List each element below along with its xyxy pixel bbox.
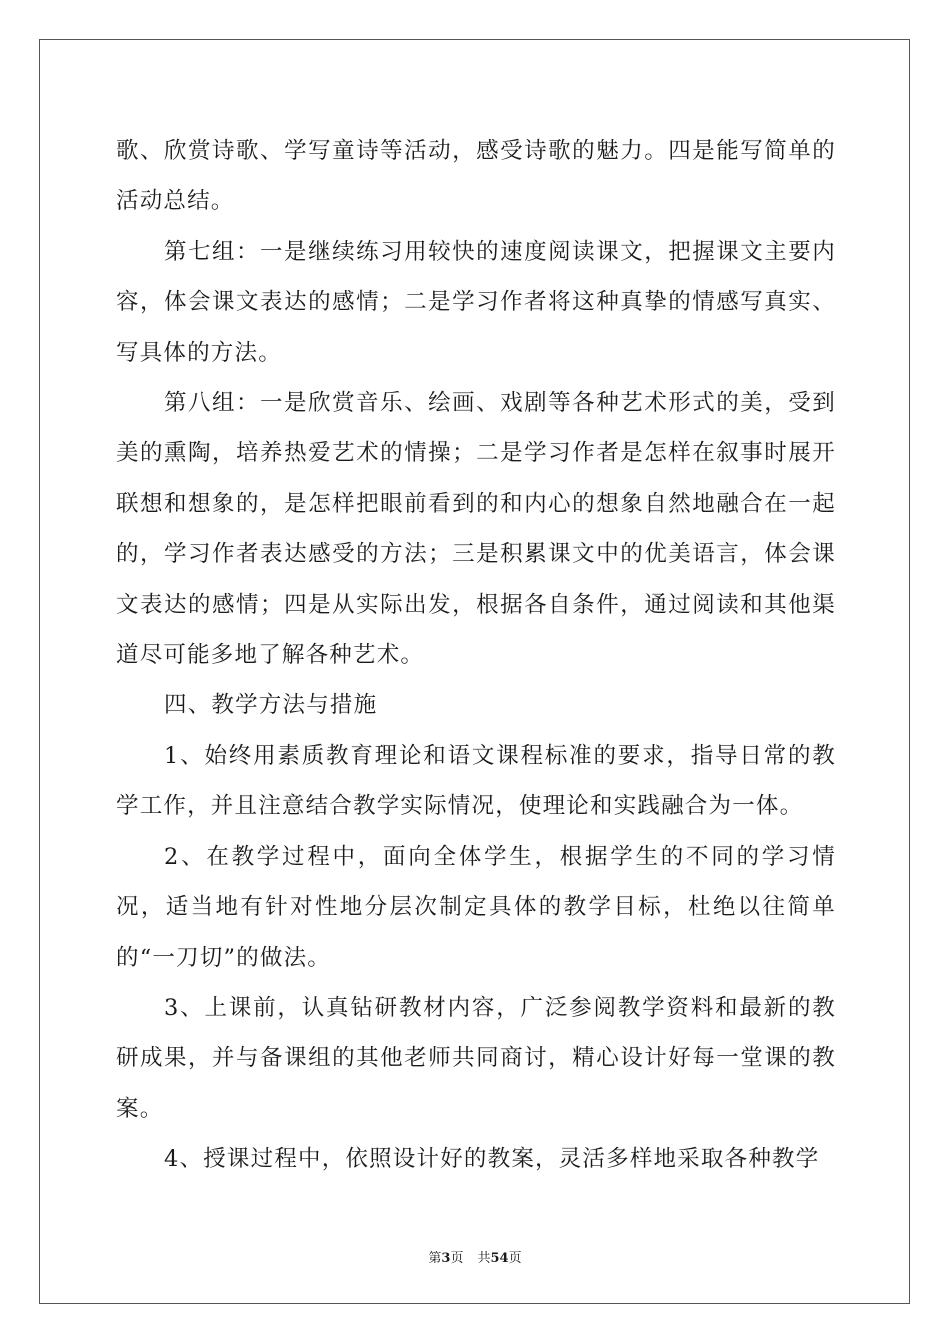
paragraph: 歌、欣赏诗歌、学写童诗等活动，感受诗歌的魅力。四是能写简单的活动总结。	[116, 138, 836, 215]
paragraph: 4、授课过程中，依照设计好的教案，灵活多样地采取各种教学	[164, 1146, 820, 1173]
paragraph: 3、上课前，认真钻研教材内容，广泛参阅教学资料和最新的教研成果，并与备课组的其他老师共同商讨，精心设计好每一堂课的教案。	[116, 994, 836, 1122]
total-pages: 54	[490, 1251, 509, 1266]
section-heading: 四、教学方法与措施	[164, 692, 378, 719]
paragraph: 2、在教学过程中，面向全体学生，根据学生的不同的学习情况，适当地有针对性地分层次制定具体的教学目标，杜绝以往简单的“一刀切”的做法。	[116, 843, 836, 971]
total-suffix: 页	[508, 1251, 522, 1266]
page-prefix: 第	[428, 1251, 442, 1266]
paragraph: 第八组：一是欣赏音乐、绘画、戏剧等各种艺术形式的美，受到美的熏陶，培养热爱艺术的情操；二是学习作者是怎样在叙事时展开联想和想象的，是怎样把眼前看到的和内心的想象自然地融合在一起的，学习作者表达感受的方法；三是积累课文中的优美语言，体会课文表达的感情；四是从实际出发，根据各自条件，通过阅读和其他渠道尽可能多地了解各种艺术。	[116, 390, 836, 669]
paragraph: 1、始终用素质教育理论和语文课程标准的要求，指导日常的教学工作，并且注意结合教学实际情况，使理论和实践融合为一体。	[116, 742, 836, 820]
paragraph: 第七组：一是继续练习用较快的速度阅读课文，把握课文主要内容，体会课文表达的感情；二是学习作者将这种真挚的情感写真实、写具体的方法。	[116, 238, 836, 366]
total-prefix: 共	[477, 1251, 491, 1266]
document-body	[116, 126, 836, 1185]
page-footer	[0, 1247, 950, 1266]
page-suffix: 页	[450, 1251, 464, 1266]
page-number: 3	[441, 1251, 451, 1266]
